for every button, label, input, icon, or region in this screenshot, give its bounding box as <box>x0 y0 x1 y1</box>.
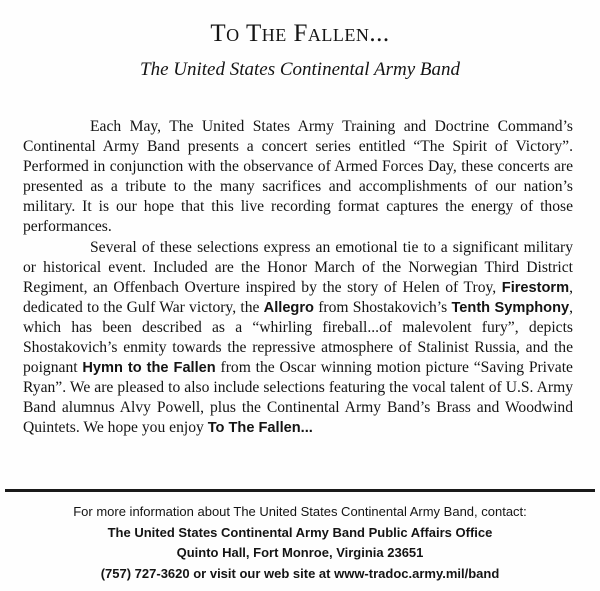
text-run: Several of these selections express an emotional tie to a significant military or historical event. Included are the Honor March of the Norwegian Third District Regiment, an Offenbach Overture inspired by the story of Helen of Troy, <box>23 238 573 296</box>
contact-address: Quinto Hall, Fort Monroe, Virginia 23651 <box>176 545 424 560</box>
text-run: from Shostakovich’s <box>313 298 452 316</box>
text-run: , which has been described as a “whirling fireball...of malevolent fury”, depicts Shostakovich’s enmity towards the repressive atmosphere of Stalinist Russia, and the poignant <box>23 298 574 377</box>
text-run: , dedicated to the Gulf War victory, the <box>23 278 573 316</box>
paragraph-selections <box>23 238 573 439</box>
contact-phone-web: (757) 727-3620 or visit our web site at www-tradoc.army.mil/band <box>100 565 500 581</box>
piece-title-hymn: Hymn to the Fallen <box>82 360 216 377</box>
liner-notes-body <box>23 117 573 439</box>
contact-office: The United States Continental Army Band Public Affairs Office <box>107 524 493 540</box>
divider-rule <box>5 489 595 492</box>
page-title: To The Fallen... <box>210 20 390 47</box>
page-subtitle: The United States Continental Army Band <box>140 59 460 80</box>
piece-title-firestorm: Firestorm <box>501 279 570 296</box>
paragraph-intro: Each May, The United States Army Training and Doctrine Command’s Continental Army Band presents a concert series entitled “The Spirit of Victory”. Performed in conjunction with the observance of Armed Forces Day, these concerts are presented as a tribute to the many sacrifices and accomplishments of our nation’s military. It is our hope that this live recording format captures the energy of those performances. <box>23 118 573 236</box>
piece-title-tenth-symphony: Tenth Symphony <box>451 299 570 316</box>
contact-intro: For more information about The United States Continental Army Band, contact: <box>73 504 527 519</box>
contact-footer <box>0 502 600 584</box>
album-title-inline: To The Fallen... <box>207 420 313 437</box>
text-run: from the Oscar winning motion picture “Saving Private Ryan”. We are pleased to also include selections featuring the vocal talent of U.S. Army Band alumnus Alvy Powell, plus the Continental Army Band’s Brass and Woodwind Quintets. We hope you enjoy <box>23 359 573 437</box>
piece-title-allegro: Allegro <box>263 299 314 316</box>
